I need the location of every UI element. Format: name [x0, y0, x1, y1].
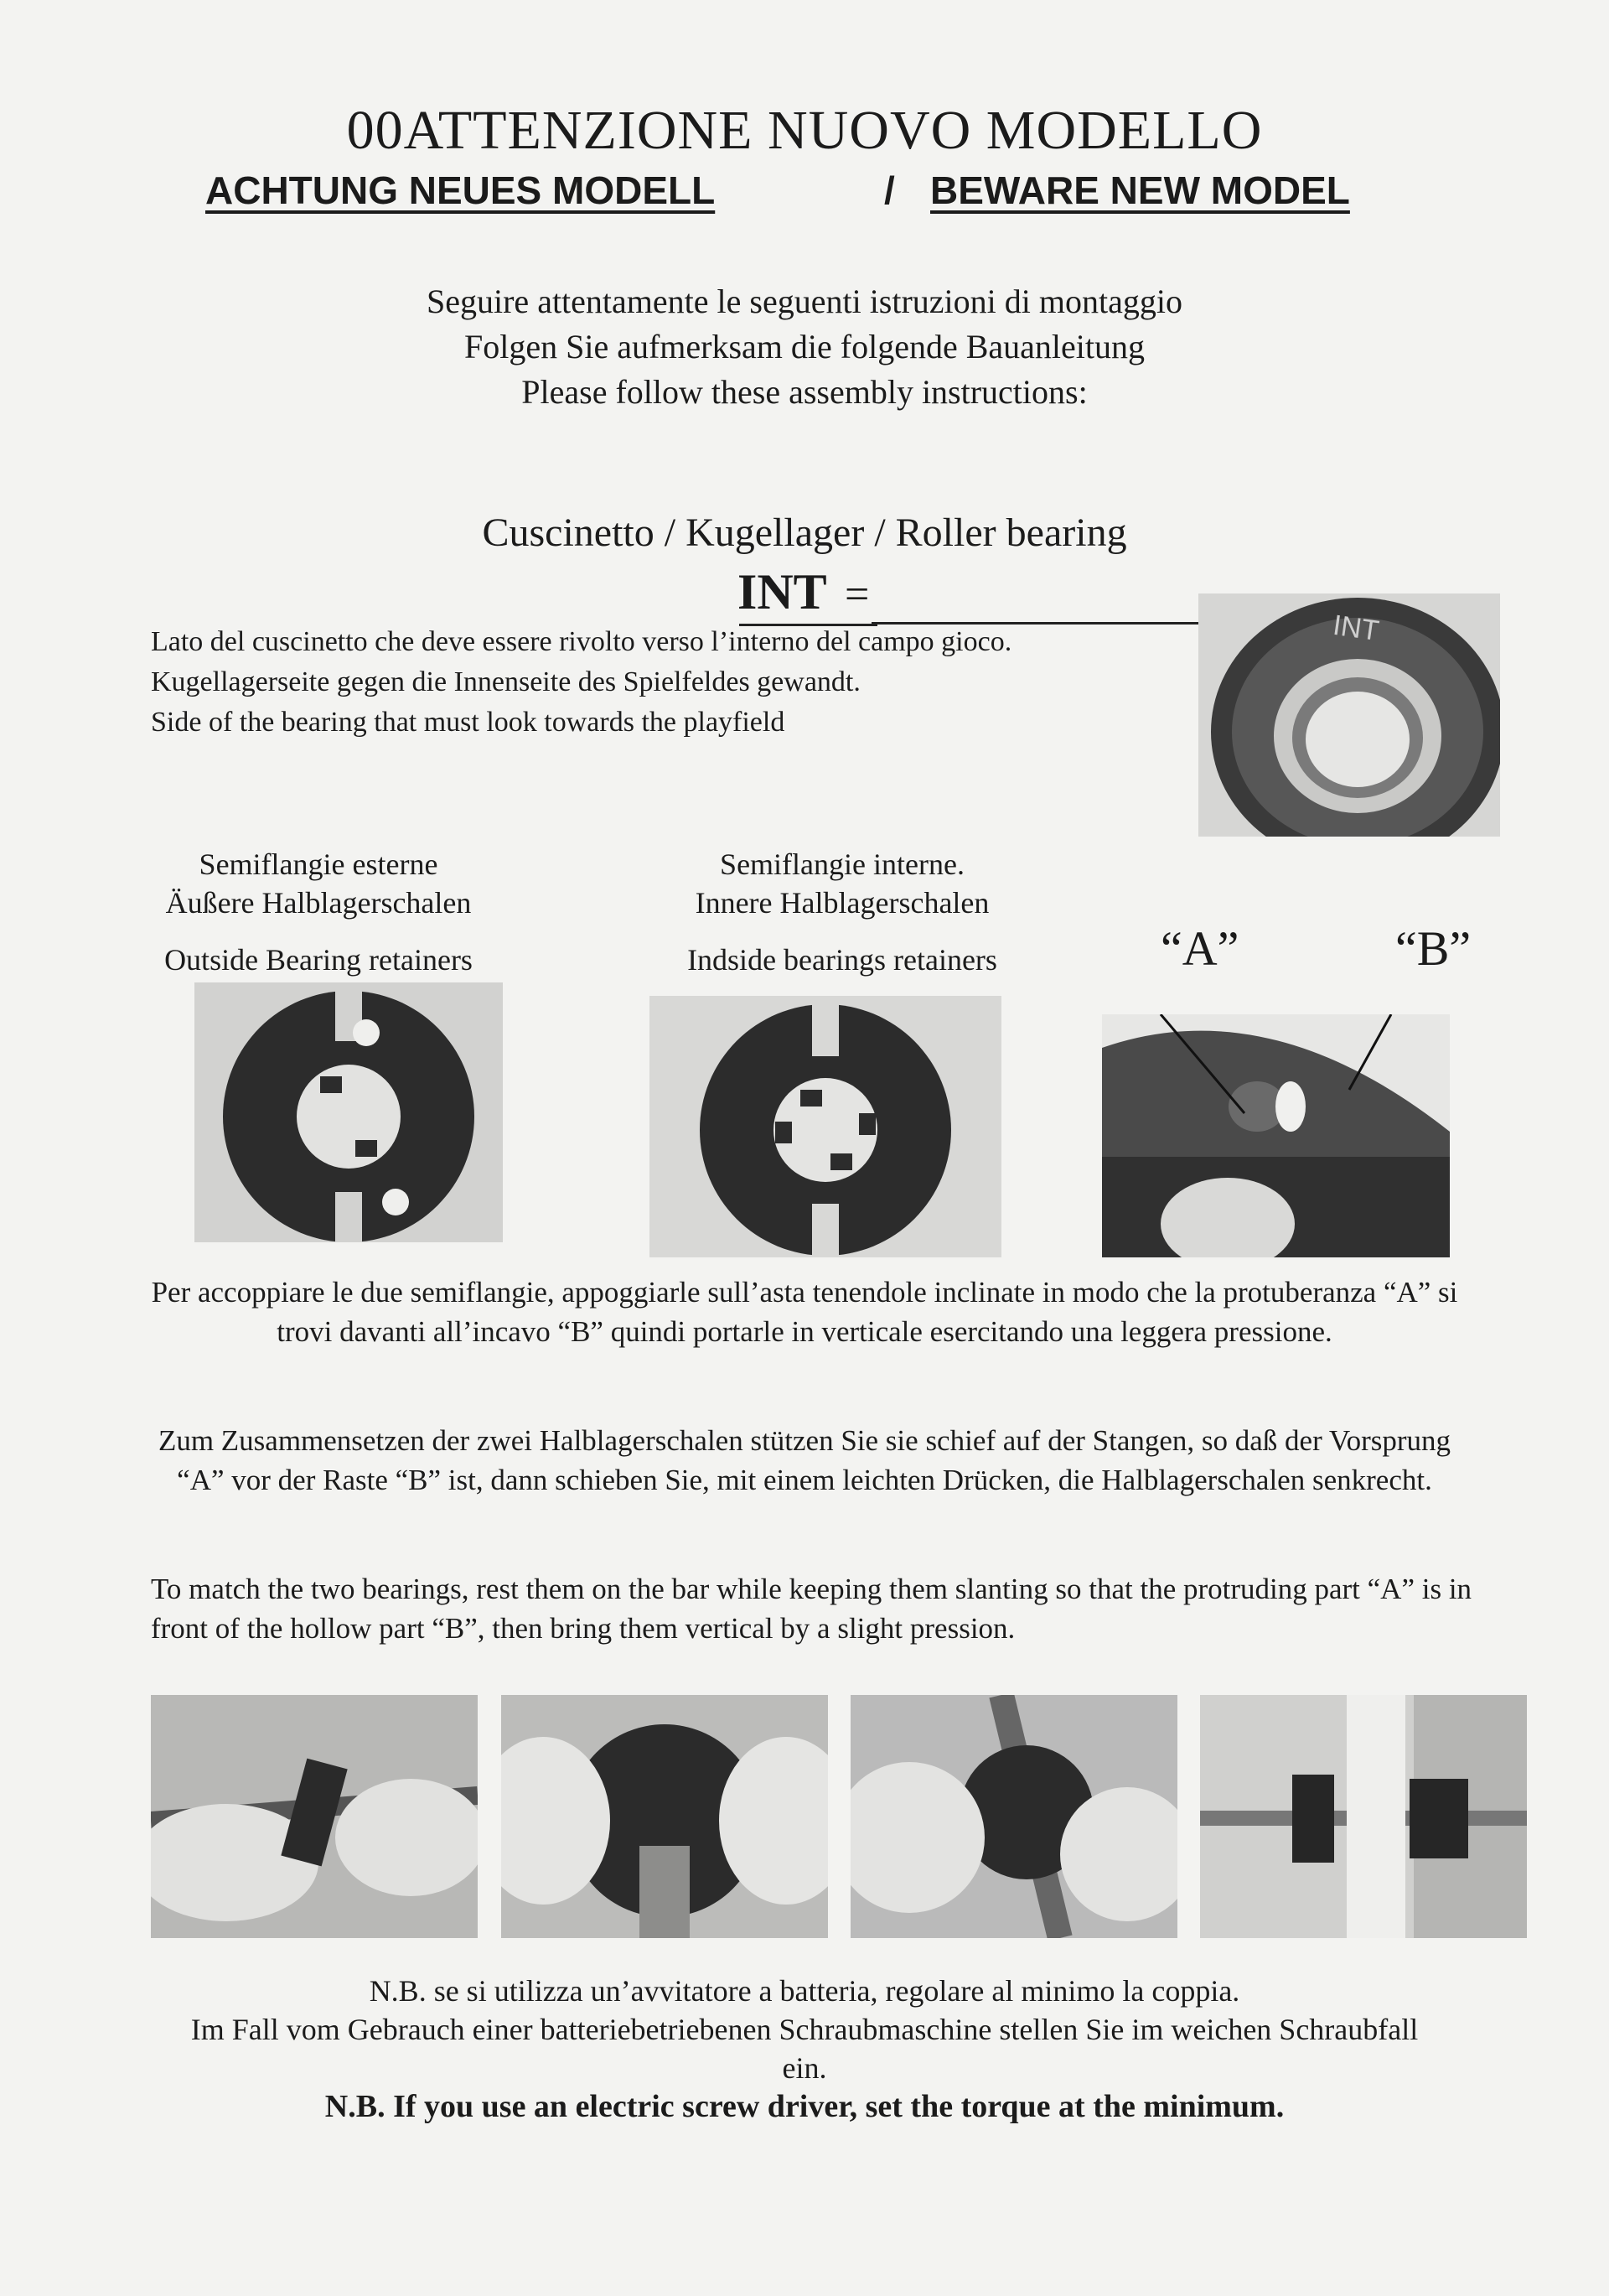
int-equals: = [845, 571, 870, 619]
assembly-step-2-photo [501, 1695, 828, 1938]
intro-german: Folgen Sie aufmerksam die folgende Bauanleitung [463, 328, 1145, 365]
inside-retainer-photo [649, 996, 1001, 1257]
inside-caption-italian: Semiflangie interne. [720, 847, 965, 881]
instruction-german: Zum Zusammensetzen der zwei Halblagerschalen stützen Sie sie schief auf der Stangen, so daß der Vorsprung “A” vor der Raste “B” ist, dann schieben Sie, mit einem leichten Drücken, die Halblagerschalen senkrecht. [158, 1424, 1451, 1496]
intro-italian: Seguire attentamente le seguenti istruzioni di montaggio [427, 282, 1182, 320]
inside-caption-german: Innere Halblagerschalen [695, 886, 990, 920]
inside-caption-english: Indside bearings retainers [687, 943, 997, 977]
title-italian: 00ATTENZIONE NUOVO MODELLO [346, 100, 1263, 161]
assembly-step-3-photo [851, 1695, 1177, 1938]
intro-english: Please follow these assembly instructions: [521, 373, 1088, 411]
instruction-english: To match the two bearings, rest them on the bar while keeping them slanting so that the protruding part “A” is in front of the hollow part “B”, then bring them vertical by a slight pression. [151, 1573, 1472, 1645]
title-german: ACHTUNG NEUES MODELL [205, 168, 716, 212]
roller-bearing-photo [1198, 593, 1500, 837]
int-label: INT [737, 564, 827, 619]
note-block [0, 1972, 1609, 2126]
outside-caption-german: Äußere Halblagerschalen [165, 886, 472, 920]
bearing-desc-english: Side of the bearing that must look towards the playfield [151, 707, 785, 738]
outside-caption-english: Outside Bearing retainers [164, 943, 473, 977]
note-german: Im Fall vom Gebrauch einer batteriebetriebenen Schraubmaschine stellen Sie im weichen Schraubfall ein. [190, 2013, 1419, 2085]
bearing-heading: Cuscinetto / Kugellager / Roller bearing [482, 511, 1127, 555]
bearing-desc-german: Kugellagerseite gegen die Innenseite des Spielfeldes gewandt. [151, 666, 861, 697]
assembly-step-4-photo [1200, 1695, 1527, 1938]
label-a: “A” [1161, 921, 1239, 976]
ab-detail-photo [1102, 1014, 1450, 1257]
int-marking: INT [1331, 609, 1381, 648]
title-english: BEWARE NEW MODEL [930, 168, 1350, 212]
assembly-step-1-photo [151, 1695, 478, 1938]
note-english: N.B. If you use an electric screw driver, set the torque at the minimum. [324, 2089, 1285, 2124]
title-separator: / [884, 168, 895, 212]
label-b: “B” [1395, 921, 1472, 976]
outside-caption-italian: Semiflangie esterne [199, 847, 438, 881]
note-italian: N.B. se si utilizza un’avvitatore a batteria, regolare al minimo la coppia. [369, 1974, 1240, 2008]
instruction-italian: Per accoppiare le due semiflangie, appoggiarle sull’asta tenendole inclinate in modo che la protuberanza “A” si trovi davanti all’incavo “B” quindi portarle in verticale esercitando una leggera pressione. [151, 1276, 1458, 1348]
outside-retainer-photo [194, 982, 503, 1242]
bearing-desc-italian: Lato del cuscinetto che deve essere rivolto verso l’interno del campo gioco. [151, 626, 1012, 657]
